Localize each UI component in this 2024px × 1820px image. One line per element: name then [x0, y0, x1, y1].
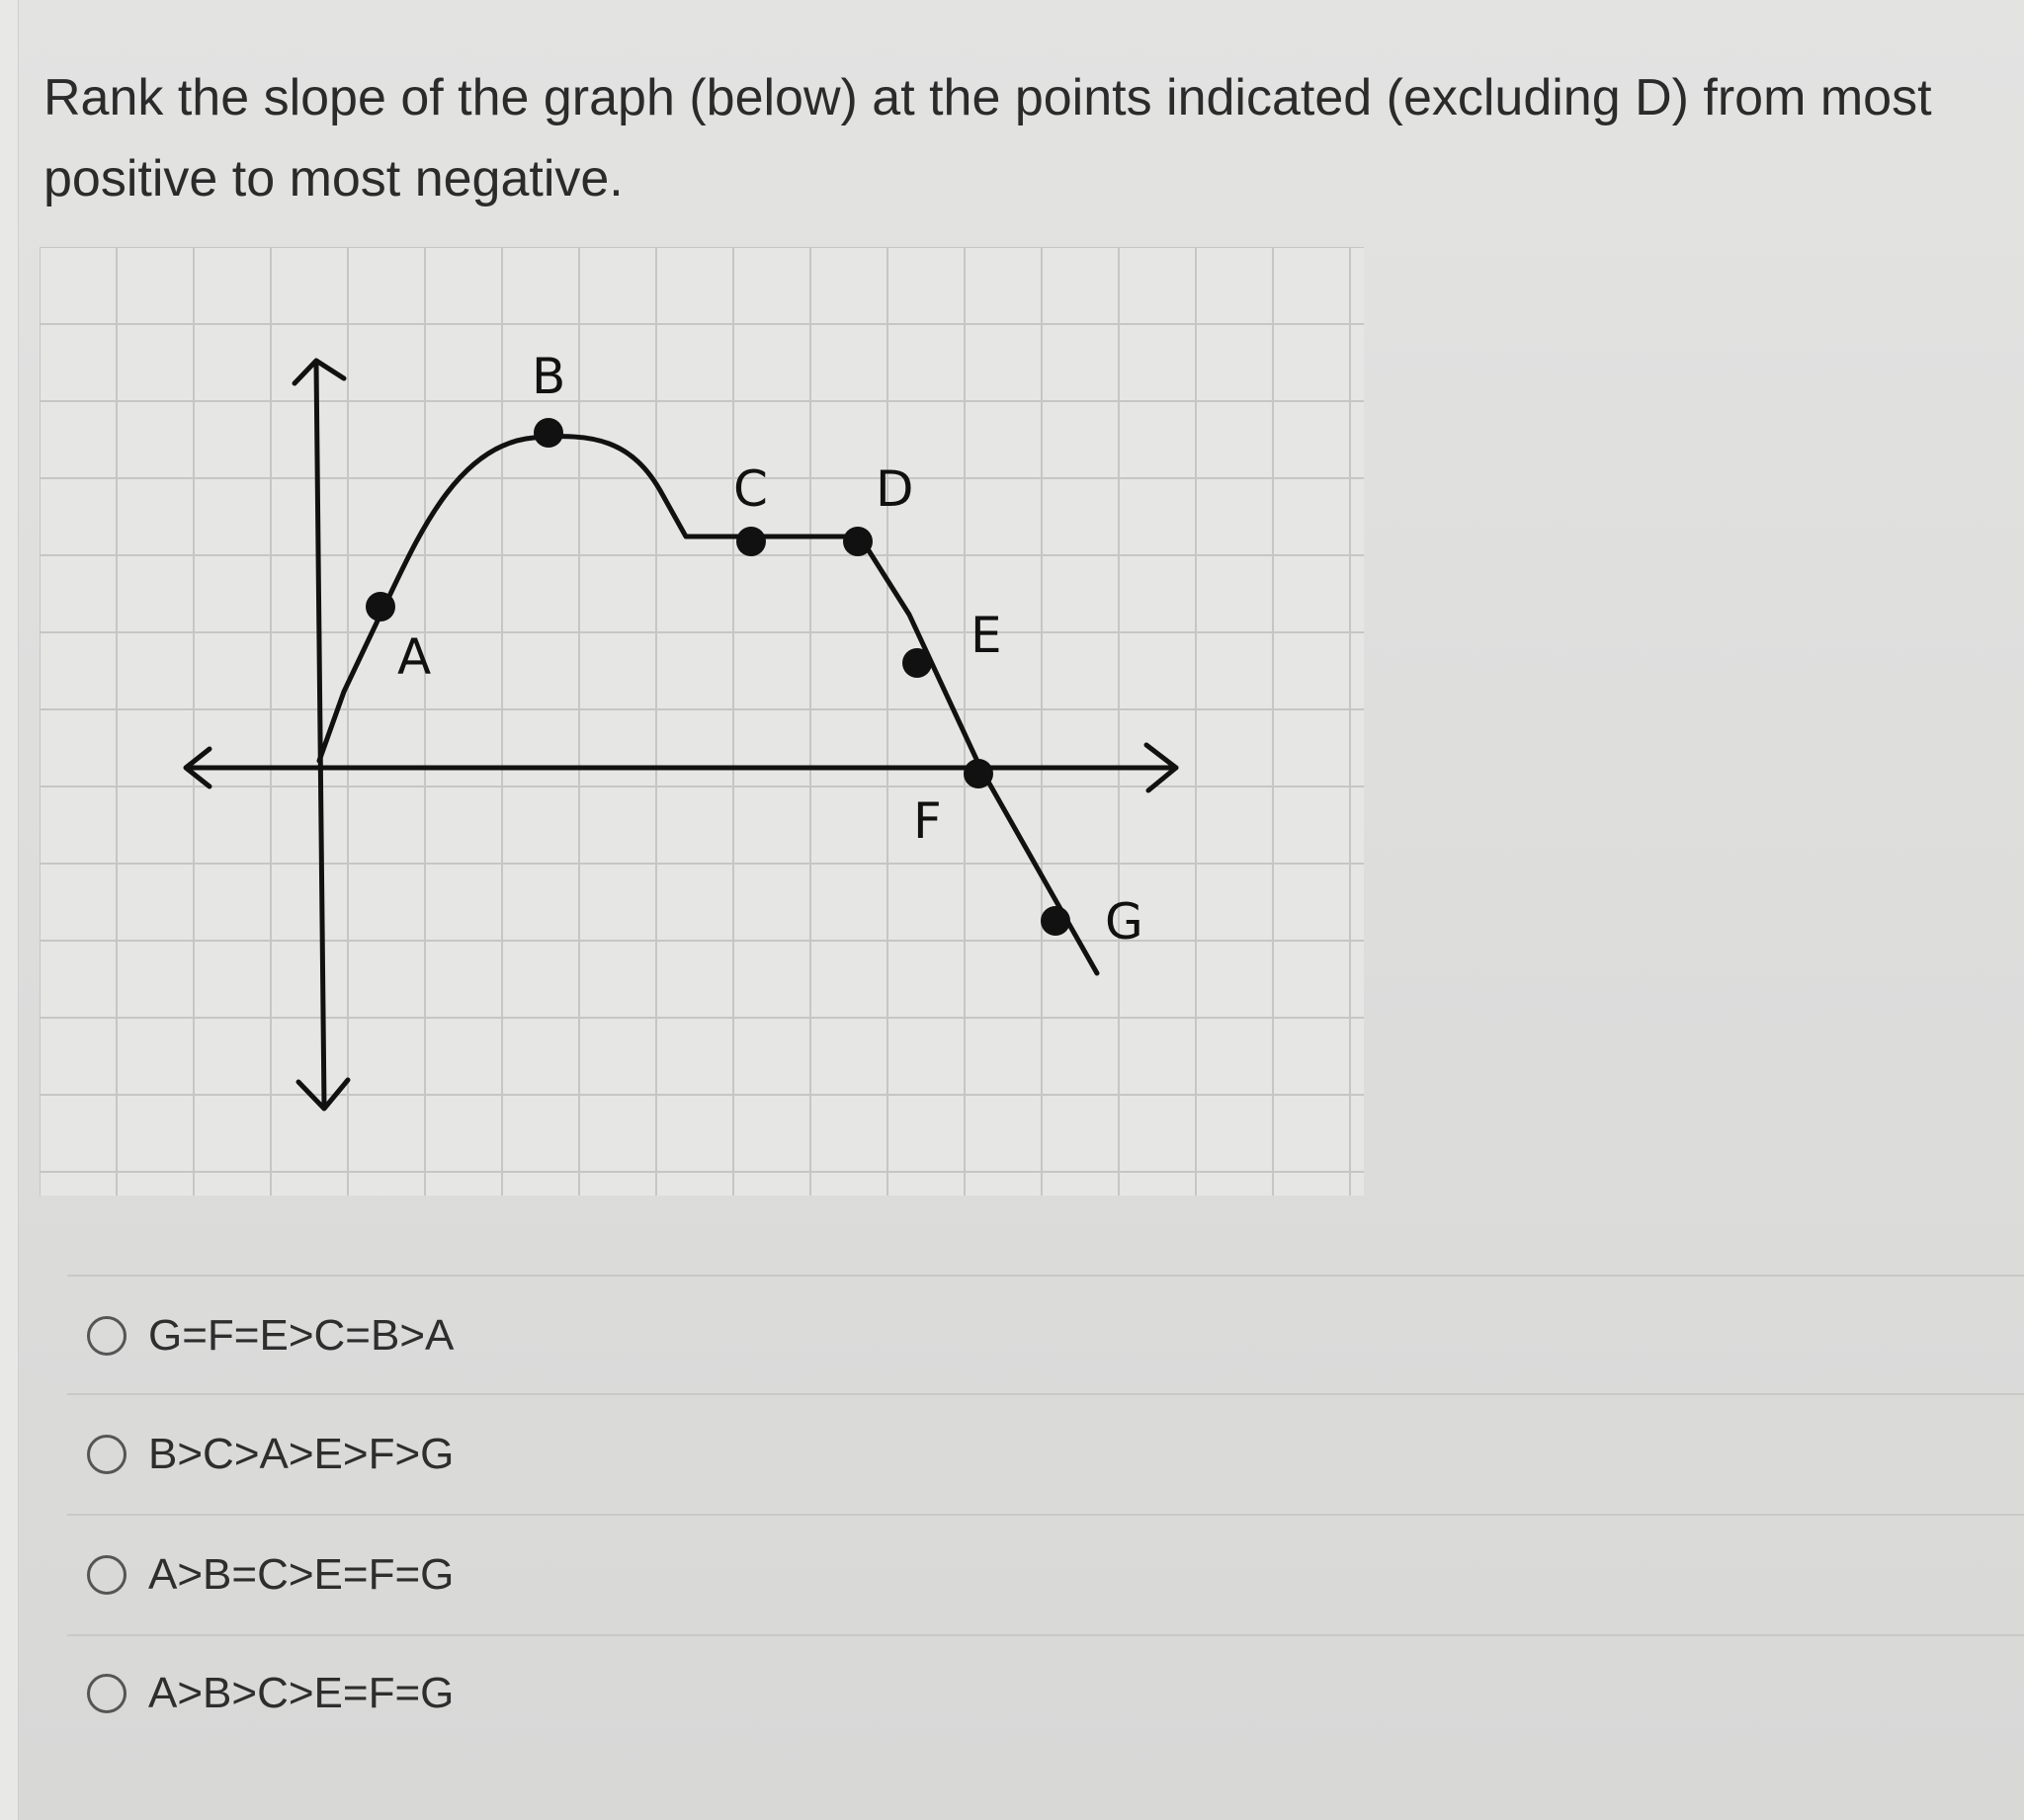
options-divider-3	[67, 1634, 2024, 1636]
point-C-label: C	[733, 460, 768, 518]
answer-option-3[interactable]	[87, 1535, 454, 1614]
point-B-label: B	[532, 348, 566, 405]
radio-button-3[interactable]	[87, 1555, 126, 1595]
answer-option-2[interactable]	[87, 1415, 454, 1494]
answer-option-label: B>C>A>E>F>G	[148, 1430, 455, 1478]
point-D-marker	[843, 527, 873, 556]
options-divider-2	[67, 1514, 2024, 1516]
point-D-label: D	[876, 460, 914, 518]
point-G-label: G	[1105, 893, 1143, 951]
answer-option-1[interactable]	[87, 1296, 454, 1375]
radio-button-2[interactable]	[87, 1435, 126, 1474]
radio-button-4[interactable]	[87, 1674, 126, 1713]
point-C-marker	[736, 527, 766, 556]
answer-option-label: A>B>C>E=F=G	[148, 1669, 455, 1717]
options-divider-1	[67, 1393, 2024, 1395]
graph-svg	[40, 247, 1364, 1196]
page-left-edge	[0, 0, 19, 1820]
options-divider-top	[67, 1275, 2024, 1277]
point-F-label: F	[913, 792, 942, 850]
point-E-marker	[902, 648, 932, 678]
answer-option-label: G=F=E>C=B>A	[148, 1311, 455, 1360]
point-B-marker	[534, 418, 563, 448]
question-text: Rank the slope of the graph (below) at the points indicated (excluding D) from most positive to most negative.	[43, 69, 1932, 207]
point-A-marker	[366, 592, 395, 621]
point-A-label: A	[397, 628, 432, 686]
point-G-marker	[1041, 906, 1070, 936]
answer-option-label: A>B=C>E=F=G	[148, 1550, 455, 1599]
radio-button-1[interactable]	[87, 1316, 126, 1356]
graph-paper	[40, 247, 1364, 1196]
point-F-marker	[964, 759, 993, 788]
graph-figure	[40, 247, 1364, 1196]
point-E-label: E	[970, 607, 1002, 664]
answer-option-4[interactable]	[87, 1654, 454, 1733]
